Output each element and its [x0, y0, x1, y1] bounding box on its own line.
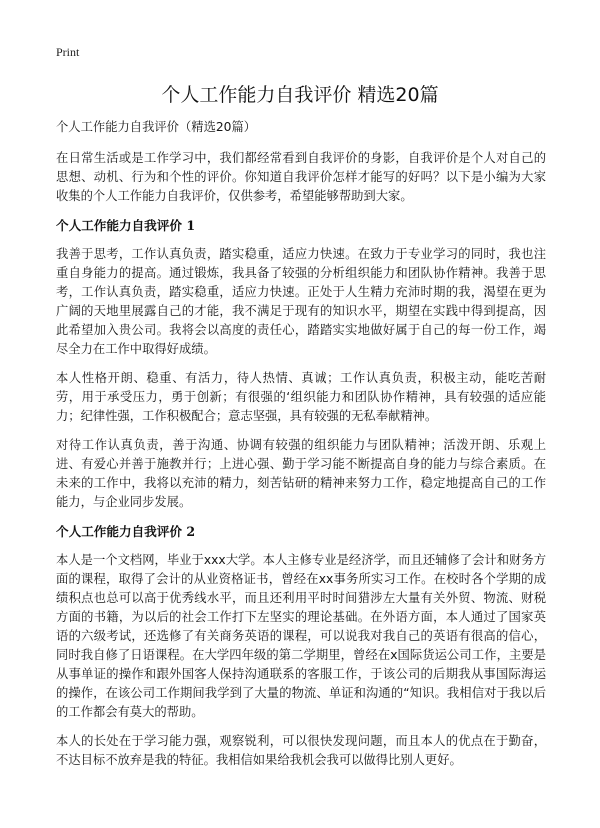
document-body	[56, 118, 546, 780]
section-1-paragraph-2: 本人性格开朗、稳重、有活力，待人热情、真诚；工作认真负责，积极主动，能吃苦耐劳，用于承受压力，勇于创新；有很强的‘组织能力和团队协作精神，具有较强的适应能力；纪律性强，工作积极配合；意志坚强，具有较强的无私奉献精神。	[56, 371, 546, 423]
document-title: 个人工作能力自我评价 精选20篇	[161, 84, 439, 106]
section-1-paragraph-1: 我善于思考，工作认真负责，踏实稳重，适应力快速。在致力于专业学习的同时，我也注重自身能力的提高。通过锻炼，我具备了较强的分析组织能力和团队协作精神。我善于思考，工作认真负责，踏实稳重，适应力快速。正处于人生精力充沛时期的我，渴望在更为广阔的天地里展露自己的才能，我不满足于现有的知识水平，期望在实践中得到提高，因此希望加入贵公司。我将会以高度的责任心，踏踏实实地做好属于自己的每一份工作，竭尽全力在工作中取得好成绩。	[56, 247, 546, 356]
section-2-paragraph-1: 本人是一个文档网，毕业于xxx大学。本人主修专业是经济学，而且还辅修了会计和财务方面的课程，取得了会计的从业资格证书，曾经在xx事务所实习工作。在校时各个学期的成绩积点也总可以高于优秀线水平，而且还利用平时时间猎涉左大量有关外贸、物流、财税方面的书籍，为以后的社会工作打下左坚实的理论基础。在外语方面，本人通过了国家英语的六级考试，还选修了有关商务英语的课程，可以说我对我自己的英语有很高的信心，同时我自修了日语课程。在大学四年级的第二学期里，曾经在x国际货运公司工作，主要是从事单证的操作和跟外国客人保持沟通联系的客服工作，于该公司的后期我从事国际海运的操作，在该公司工作期间我学到了大量的物流、单证和沟通的“知识。我相信对于我以后的工作都会有莫大的帮助。	[56, 553, 546, 719]
print-link[interactable]: Print	[56, 45, 80, 59]
section-heading-1: 个人工作能力自我评价 1	[56, 218, 196, 233]
section-heading-2: 个人工作能力自我评价 2	[56, 524, 196, 539]
section-1-paragraph-3: 对待工作认真负责，善于沟通、协调有较强的组织能力与团队精神；活泼开朗、乐观上进、有爱心并善于施教并行；上进心强、勤于学习能不断提高自身的能力与综合素质。在未来的工作中，我将以充沛的精力，刻苦钻研的精神来努力工作，稳定地提高自己的工作能力，与企业同步发展。	[56, 438, 546, 509]
document-subtitle: 个人工作能力自我评价（精选20篇）	[56, 120, 257, 134]
section-2-paragraph-2: 本人的长处在于学习能力强，观察锐利，可以很快发现问题，而且本人的优点在于勤奋，不达目标不放弃是我的特征。我相信如果给我机会我可以做得比别人更好。	[56, 734, 546, 767]
intro-paragraph: 在日常生活或是工作学习中，我们都经常看到自我评价的身影，自我评价是个人对自己的思想、动机、行为和个性的评价。你知道自我评价怎样才能写的好吗？以下是小编为大家收集的个人工作能力自我评价，仅供参考，希望能够帮助到大家。	[56, 151, 546, 203]
